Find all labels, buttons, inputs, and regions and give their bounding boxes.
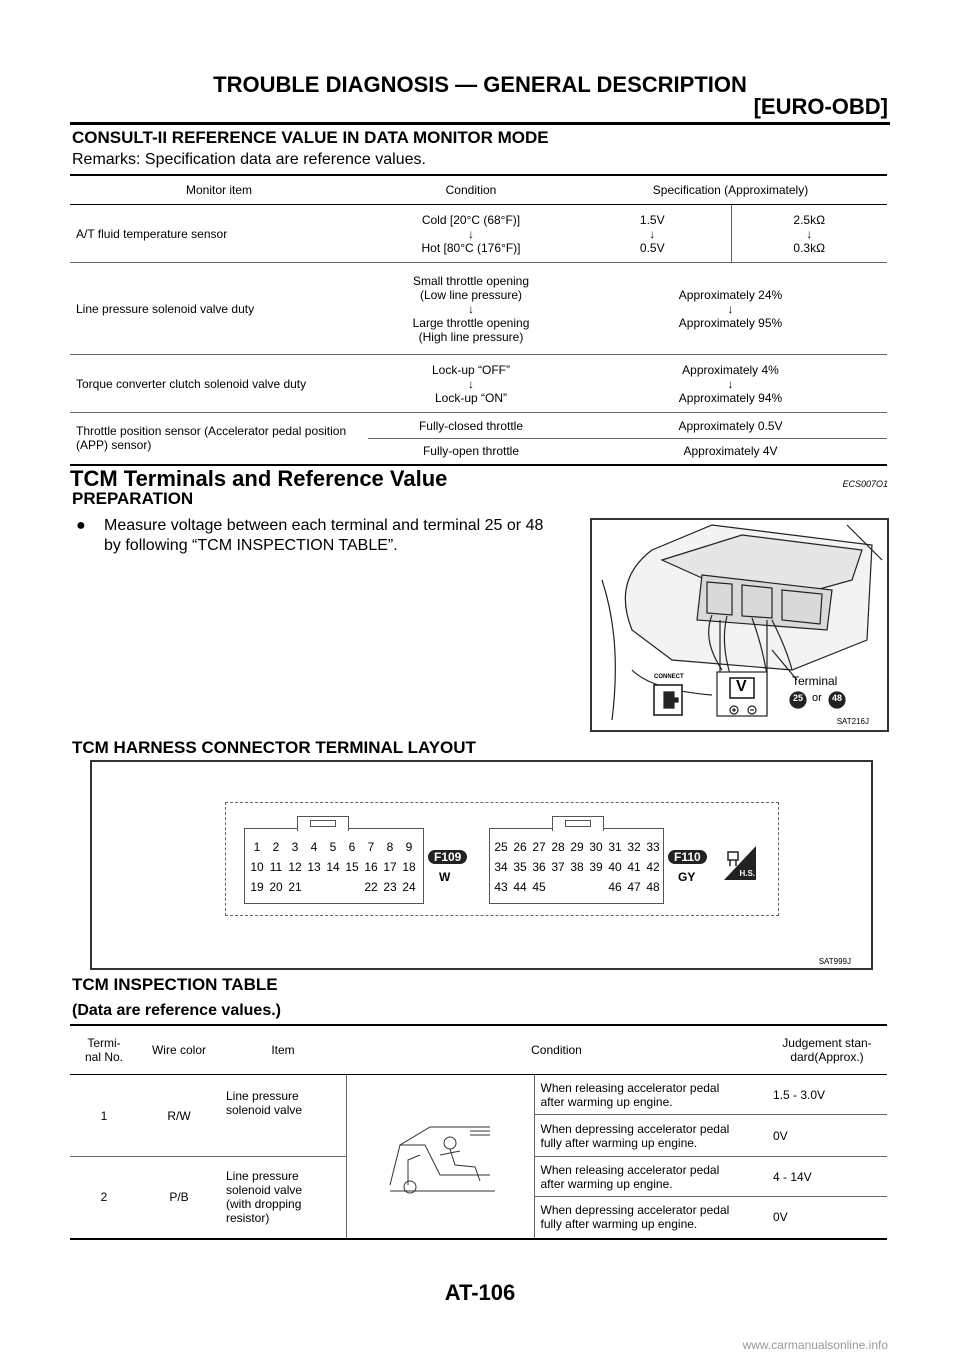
cond-text: Lock-up “ON” (434, 390, 508, 405)
connector-pin-31: 31 (608, 840, 622, 854)
item-text: solenoid valve (226, 1103, 303, 1117)
item (220, 1075, 346, 1157)
connector-pin-38: 38 (570, 860, 584, 874)
connector-pin-45: 45 (532, 880, 546, 894)
col-item: Item (220, 1025, 346, 1075)
judgement: 4 - 14V (767, 1157, 887, 1197)
row-condition: Fully-open throttle (368, 439, 574, 465)
spec-text: 2.5kΩ (793, 212, 826, 227)
consult-remarks: Remarks: Specification data are reference values. (72, 151, 426, 168)
header-rule (70, 122, 890, 125)
terminal-25-label: 25 (793, 693, 804, 703)
connector-pin-28: 28 (551, 840, 565, 854)
col-judgement-text: dard(Approx.) (790, 1050, 864, 1064)
condition-text: after warming up engine. (540, 1094, 673, 1109)
tcm-code: ECS007O1 (842, 479, 888, 489)
consult-table-header (70, 175, 887, 205)
connector-pin-16: 16 (364, 860, 378, 874)
wire-color: R/W (138, 1075, 220, 1157)
spec-text: 0.5V (639, 240, 665, 255)
connector-pin-40: 40 (608, 860, 622, 874)
f110-badge: F110 (668, 850, 707, 864)
connector-pin-17: 17 (383, 860, 397, 874)
row-item: A/T fluid temperature sensor (70, 205, 368, 263)
col-specification: Specification (Approximately) (574, 175, 887, 205)
item-text: resistor) (226, 1211, 270, 1226)
connector-pin-14: 14 (326, 860, 340, 874)
connector-pin-20: 20 (269, 880, 283, 894)
connector-pin-7: 7 (367, 840, 375, 854)
down-arrow-icon: ↓ (468, 226, 474, 241)
col-monitor-item: Monitor item (70, 175, 368, 205)
consult-heading: CONSULT-II REFERENCE VALUE IN DATA MONITOR MODE (72, 128, 549, 147)
connector-pin-29: 29 (570, 840, 584, 854)
col-terminal-text: nal No. (84, 1050, 124, 1064)
watermark: www.carmanualsonline.info (742, 1338, 888, 1352)
cond-text: Lock-up “OFF” (431, 362, 510, 377)
item-text: (with dropping (226, 1197, 302, 1212)
col-terminal-text: Termi- (87, 1036, 121, 1050)
figure-code: SAT216J (836, 717, 869, 726)
row-spec (574, 355, 887, 413)
connector-pin-15: 15 (345, 860, 359, 874)
connector-pin-37: 37 (551, 860, 565, 874)
spec-text: Approximately 95% (678, 315, 783, 330)
connector-pin-10: 10 (250, 860, 264, 874)
connector-pin-36: 36 (532, 860, 546, 874)
table-row (70, 1075, 887, 1115)
table-row (70, 205, 887, 263)
voltmeter-v-label: V (736, 678, 747, 695)
judgement: 0V (767, 1115, 887, 1157)
row-item: Throttle position sensor (Accelerator pedal position (APP) sensor) (70, 413, 368, 465)
spec-text: 0.3kΩ (793, 240, 826, 255)
or-label: or (812, 692, 822, 704)
col-judgement-text: Judgement stan- (782, 1036, 872, 1050)
condition-text: fully after warming up engine. (540, 1217, 698, 1232)
connector-pin-21: 21 (288, 880, 302, 894)
connector-pin-46: 46 (608, 880, 622, 894)
connector-pin-9: 9 (405, 840, 413, 854)
row-item: Line pressure solenoid valve duty (70, 263, 368, 355)
col-judgement (767, 1025, 887, 1075)
row-spec (731, 205, 887, 263)
terminal-label: Terminal (792, 674, 838, 688)
connector-pin-1: 1 (253, 840, 261, 854)
cond-text: (Low line pressure) (419, 287, 523, 302)
figure-code: SAT999J (818, 957, 851, 966)
cond-text: (High line pressure) (418, 329, 524, 344)
harness-side-icon (724, 846, 756, 880)
tcm-inspection-table (70, 1024, 887, 1240)
tcm-measurement-figure (590, 518, 889, 732)
connector-pin-33: 33 (646, 840, 660, 854)
condition-text: When releasing accelerator pedal (540, 1080, 720, 1095)
driver-illustration-cell (346, 1075, 534, 1239)
driver-pedal-icon (380, 1115, 500, 1195)
cond-text: Hot [80°C (176°F)] (421, 240, 521, 255)
cond-text: Small throttle opening (412, 273, 530, 288)
bullet-line: by following “TCM INSPECTION TABLE”. (104, 537, 398, 554)
connector-latch (565, 820, 591, 827)
connector-pin-3: 3 (291, 840, 299, 854)
col-condition: Condition (368, 175, 574, 205)
spec-text: Approximately 24% (678, 287, 783, 302)
row-condition (368, 205, 574, 263)
cond-text: Large throttle opening (412, 315, 530, 330)
wire-color: P/B (138, 1157, 220, 1239)
condition-text: fully after warming up engine. (540, 1135, 698, 1150)
f109-badge: F109 (428, 850, 467, 864)
connector-layout-figure (90, 760, 873, 970)
prep-heading: PREPARATION (72, 489, 194, 508)
item-text: solenoid valve (226, 1183, 303, 1198)
connector-pin-8: 8 (386, 840, 394, 854)
connector-pin-27: 27 (532, 840, 546, 854)
connector-pin-12: 12 (288, 860, 302, 874)
condition-text: after warming up engine. (540, 1176, 673, 1191)
connector-pin-4: 4 (310, 840, 318, 854)
spec-text: Approximately 94% (678, 390, 783, 405)
condition (534, 1115, 767, 1157)
page-number: AT-106 (444, 1280, 516, 1305)
connector-pin-11: 11 (269, 860, 283, 874)
page-title: TROUBLE DIAGNOSIS — GENERAL DESCRIPTION (213, 72, 747, 97)
connector-pin-47: 47 (627, 880, 641, 894)
connector-pin-42: 42 (646, 860, 660, 874)
inspection-table-note: (Data are reference values.) (72, 1002, 281, 1019)
tcm-heading: TCM Terminals and Reference Value (70, 466, 448, 491)
condition-text: When releasing accelerator pedal (540, 1162, 720, 1177)
page-subtitle: [EURO-OBD] (753, 94, 888, 119)
down-arrow-icon: ↓ (806, 226, 813, 241)
connector-pin-35: 35 (513, 860, 527, 874)
row-condition (368, 263, 574, 355)
down-arrow-icon: ↓ (468, 376, 474, 391)
connector-pin-26: 26 (513, 840, 527, 854)
condition (534, 1157, 767, 1197)
connector-pin-48: 48 (646, 880, 660, 894)
inspection-table-header (70, 1025, 887, 1075)
condition-text: When depressing accelerator pedal (540, 1121, 730, 1136)
connector-pin-43: 43 (494, 880, 508, 894)
table-row (70, 355, 887, 413)
connector-pin-19: 19 (250, 880, 264, 894)
connector-pin-13: 13 (307, 860, 321, 874)
row-spec: Approximately 4V (574, 439, 887, 465)
terminal-no: 1 (70, 1075, 138, 1157)
consult-table (70, 174, 887, 466)
connector-pin-30: 30 (589, 840, 603, 854)
down-arrow-icon: ↓ (727, 376, 734, 391)
connector-pin-32: 32 (627, 840, 641, 854)
row-condition: Fully-closed throttle (368, 413, 574, 439)
condition (534, 1075, 767, 1115)
row-spec: Approximately 0.5V (574, 413, 887, 439)
judgement: 1.5 - 3.0V (767, 1075, 887, 1115)
down-arrow-icon: ↓ (649, 226, 656, 241)
row-spec (574, 205, 731, 263)
col-terminal (70, 1025, 138, 1075)
tcm-unit-illustration (592, 520, 887, 730)
connector-pin-39: 39 (589, 860, 603, 874)
down-arrow-icon: ↓ (727, 301, 734, 316)
connector-pin-6: 6 (348, 840, 356, 854)
f109-wire-color: W (439, 870, 451, 884)
bullet-icon: ● (76, 517, 86, 534)
col-wire-color: Wire color (138, 1025, 220, 1075)
inspection-table-heading: TCM INSPECTION TABLE (72, 975, 278, 994)
connector-pin-25: 25 (494, 840, 508, 854)
judgement: 0V (767, 1197, 887, 1239)
table-row (70, 263, 887, 355)
item-text: Line pressure (226, 1089, 299, 1103)
connector-latch (310, 820, 336, 827)
col-condition: Condition (346, 1025, 767, 1075)
condition (534, 1197, 767, 1239)
connector-pin-44: 44 (513, 880, 527, 894)
condition-text: When depressing accelerator pedal (540, 1203, 730, 1218)
terminal-no: 2 (70, 1157, 138, 1239)
row-condition (368, 355, 574, 413)
row-item: Torque converter clutch solenoid valve duty (70, 355, 368, 413)
spec-text: 1.5V (639, 212, 665, 227)
cond-text: Cold [20°C (68°F)] (421, 212, 521, 227)
connector-pin-22: 22 (364, 880, 378, 894)
table-row (70, 413, 887, 439)
connect-label: CONNECT (654, 674, 684, 680)
terminal-48-label: 48 (832, 693, 843, 703)
down-arrow-icon: ↓ (468, 301, 474, 316)
connector-pin-41: 41 (627, 860, 641, 874)
spec-text: Approximately 4% (682, 362, 779, 377)
connector-pin-18: 18 (402, 860, 416, 874)
row-spec (574, 263, 887, 355)
item (220, 1157, 346, 1239)
f110-wire-color: GY (678, 870, 696, 884)
item-text: Line pressure (226, 1169, 299, 1184)
connector-pin-24: 24 (402, 880, 416, 894)
bullet-line: Measure voltage between each terminal and terminal 25 or 48 (104, 517, 544, 534)
layout-heading: TCM HARNESS CONNECTOR TERMINAL LAYOUT (72, 738, 476, 757)
hs-label: H.S. (739, 869, 755, 878)
connector-pin-23: 23 (383, 880, 397, 894)
connector-pin-2: 2 (272, 840, 280, 854)
connector-pin-5: 5 (329, 840, 337, 854)
connector-pin-34: 34 (494, 860, 508, 874)
